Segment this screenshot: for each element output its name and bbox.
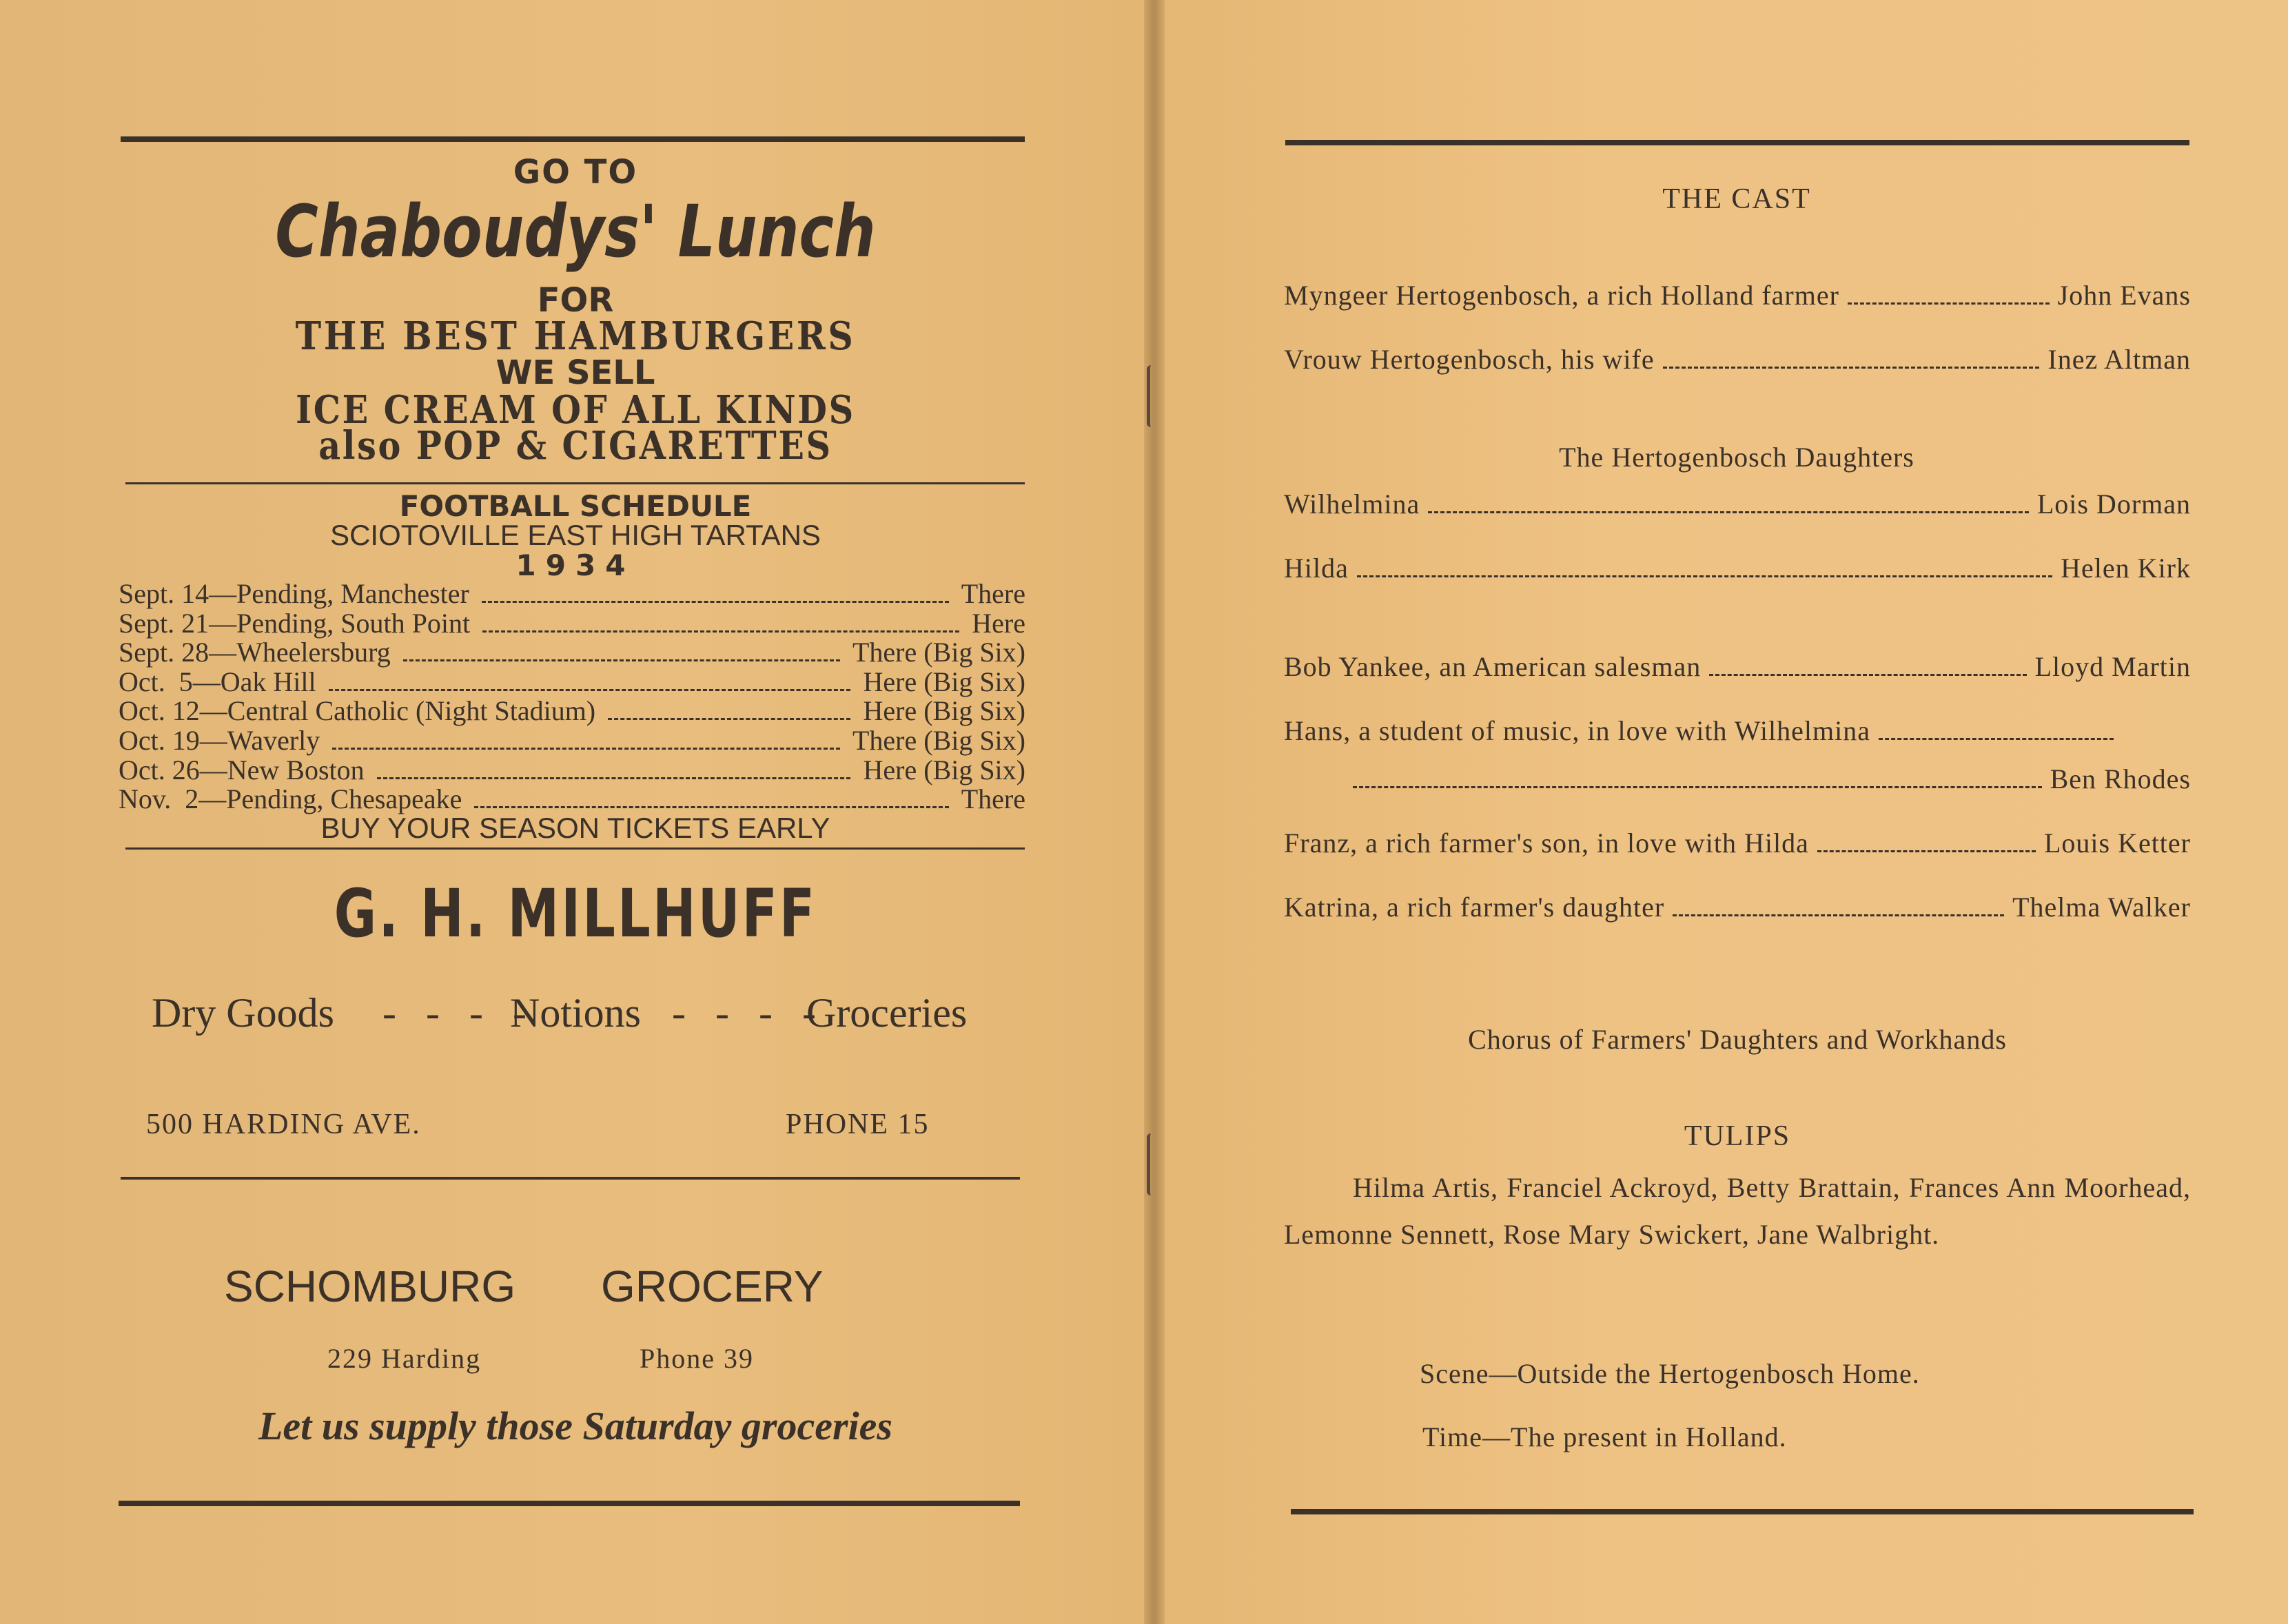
cast-role: Myngeer Hertogenbosch, a rich Holland farmer [1284, 280, 1839, 311]
schedule-date: Oct. 26— [119, 754, 227, 785]
chorus-line: Chorus of Farmers' Daughters and Workhands [1468, 1024, 2007, 1055]
millhuff-dry-goods: Dry Goods [152, 990, 334, 1036]
schedule-row [119, 636, 1025, 666]
leader-dashes [1673, 914, 2004, 916]
leader-dashes [377, 777, 851, 779]
football-title: FOOTBALL SCHEDULE [399, 489, 752, 523]
football-team: SCIOTOVILLE EAST HIGH TARTANS [330, 519, 821, 551]
schedule-opponent: Central Catholic (Night Stadium) [227, 695, 596, 727]
bottom-rule-right [1291, 1509, 2194, 1514]
cast-row [1284, 650, 2191, 683]
millhuff-name: G. H. MILLHUFF [334, 875, 817, 952]
millhuff-separator-2: - - - - [672, 990, 826, 1036]
schomburg-name: SCHOMBURG [224, 1262, 516, 1311]
schedule-opponent: Pending, South Point [236, 607, 471, 639]
time-line: Time—The present in Holland. [1422, 1421, 1787, 1452]
leader-dashes [1817, 850, 2036, 852]
leader-dashes [482, 630, 959, 633]
schedule-row [119, 607, 1025, 637]
tulips-heading: TULIPS [1684, 1120, 1791, 1152]
cast-title: THE CAST [1662, 183, 1811, 215]
cast-actor: Lloyd Martin [2034, 651, 2191, 682]
schedule-location: Here (Big Six) [863, 754, 1025, 785]
schedule-location: Here [972, 607, 1025, 639]
millhuff-separator-1: - - - - [382, 990, 536, 1036]
cast-role: Hilda [1284, 553, 1349, 584]
leader-dashes [1353, 786, 2042, 788]
staple-bottom [1147, 1133, 1161, 1195]
schedule-opponent: Waverly [227, 724, 320, 756]
leader-dashes [474, 806, 948, 808]
leader-dashes [329, 689, 851, 691]
schedule-date: Sept. 21— [119, 607, 237, 639]
millhuff-address: 500 HARDING AVE. [146, 1109, 421, 1140]
football-footer: BUY YOUR SEASON TICKETS EARLY [320, 812, 830, 844]
schedule-location: Here (Big Six) [863, 666, 1025, 697]
cast-actor: Thelma Walker [2012, 892, 2191, 923]
cast-role: Franz, a rich farmer's son, in love with Hilda [1284, 828, 1809, 859]
cast-actor: Louis Ketter [2043, 828, 2191, 859]
millhuff-phone: PHONE 15 [786, 1109, 930, 1140]
cast-row [1284, 343, 2191, 376]
schedule-opponent: New Boston [227, 754, 365, 785]
cast-row [1284, 488, 2191, 520]
cast-actor: Ben Rhodes [2050, 763, 2191, 794]
football-top-rule [125, 482, 1025, 484]
tulips-names: Hilma Artis, Franciel Ackroyd, Betty Brattain, Frances Ann Moorhead, Lemonne Sennett, Rose Mary Swickert, Jane Walbright. [1284, 1172, 2191, 1250]
leader-dashes [1428, 511, 2029, 513]
chaboudys-best: THE BEST HAMBURGERS [295, 314, 856, 359]
schedule-date: Oct. 5— [119, 666, 221, 697]
schedule-opponent: Wheelersburg [236, 637, 391, 668]
football-schedule [119, 577, 1025, 815]
schedule-location: Here (Big Six) [863, 695, 1025, 727]
daughters-heading: The Hertogenbosch Daughters [1559, 442, 1914, 473]
schedule-opponent: Pending, Manchester [236, 578, 469, 609]
schedule-opponent: Pending, Chesapeake [226, 783, 462, 815]
cast-actor: Helen Kirk [2061, 553, 2191, 584]
top-rule-right [1285, 140, 2189, 145]
leader-dashes [608, 718, 850, 720]
cast-row [1284, 827, 2191, 859]
schedule-date: Oct. 12— [119, 695, 227, 727]
cast-row [1353, 763, 2191, 795]
leader-dashes [1879, 738, 2114, 740]
leader-dashes [1663, 367, 2040, 369]
cast-role: Wilhelmina [1284, 489, 1420, 520]
chaboudys-for: FOR [537, 281, 614, 320]
cast-row [1284, 279, 2191, 311]
cast-row [1284, 891, 2191, 923]
leader-dashes [1709, 674, 2026, 676]
schedule-row [119, 666, 1025, 695]
scene-line: Scene—Outside the Hertogenbosch Home. [1420, 1358, 1920, 1389]
chaboudys-name: Chaboudys' Lunch [275, 189, 876, 274]
schedule-location: There [961, 578, 1025, 609]
cast-role: Vrouw Hertogenbosch, his wife [1284, 344, 1655, 375]
schedule-row [119, 577, 1025, 607]
cast-role: Hans, a student of music, in love with Wilhelmina [1284, 715, 1870, 746]
schomburg-slogan: Let us supply those Saturday groceries [258, 1404, 892, 1448]
schedule-date: Sept. 14— [119, 578, 237, 609]
schomburg-address: 229 Harding [327, 1343, 482, 1374]
leader-dashes [482, 601, 949, 603]
schomburg-phone: Phone 39 [640, 1343, 754, 1374]
schedule-row [119, 695, 1025, 727]
schedule-row [119, 724, 1025, 754]
book-spine [1144, 0, 1165, 1624]
schedule-location: There [961, 783, 1025, 815]
staple-top [1147, 365, 1161, 427]
top-rule-left [121, 136, 1025, 142]
chaboudys-goto: GO TO [513, 153, 638, 192]
chaboudys-we-sell: WE SELL [496, 353, 655, 392]
schedule-opponent: Oak Hill [220, 666, 316, 697]
cast-role: Katrina, a rich farmer's daughter [1284, 892, 1665, 923]
schedule-date: Oct. 19— [119, 724, 227, 756]
cast-actor: Lois Dorman [2036, 489, 2191, 520]
cast-row [1284, 715, 2122, 747]
football-year: 1934 [515, 548, 635, 582]
cast-row [1284, 552, 2191, 584]
millhuff-notions: Notions [510, 990, 642, 1036]
schedule-location: There (Big Six) [852, 637, 1025, 668]
millhuff-groceries: Groceries [806, 990, 968, 1036]
cast-actor: John Evans [2057, 280, 2191, 311]
schedule-row [119, 783, 1025, 815]
cast-role: Bob Yankee, an American salesman [1284, 651, 1702, 682]
millhuff-bottom-rule [121, 1177, 1020, 1180]
schedule-location: There (Big Six) [852, 724, 1025, 756]
cast-actor: Inez Altman [2047, 344, 2191, 375]
leader-dashes [403, 659, 840, 661]
schomburg-grocery: GROCERY [601, 1262, 824, 1311]
schedule-date: Sept. 28— [119, 637, 237, 668]
schedule-row [119, 754, 1025, 783]
chaboudys-pop: also POP & CIGARETTES [318, 423, 833, 469]
bottom-rule-left [119, 1501, 1020, 1506]
leader-dashes [332, 748, 840, 750]
football-bottom-rule [125, 847, 1025, 850]
leader-dashes [1357, 575, 2052, 577]
chaboudys-ice: ICE CREAM OF ALL KINDS [296, 387, 855, 433]
leader-dashes [1848, 302, 2050, 305]
schedule-date: Nov. 2— [119, 783, 227, 815]
